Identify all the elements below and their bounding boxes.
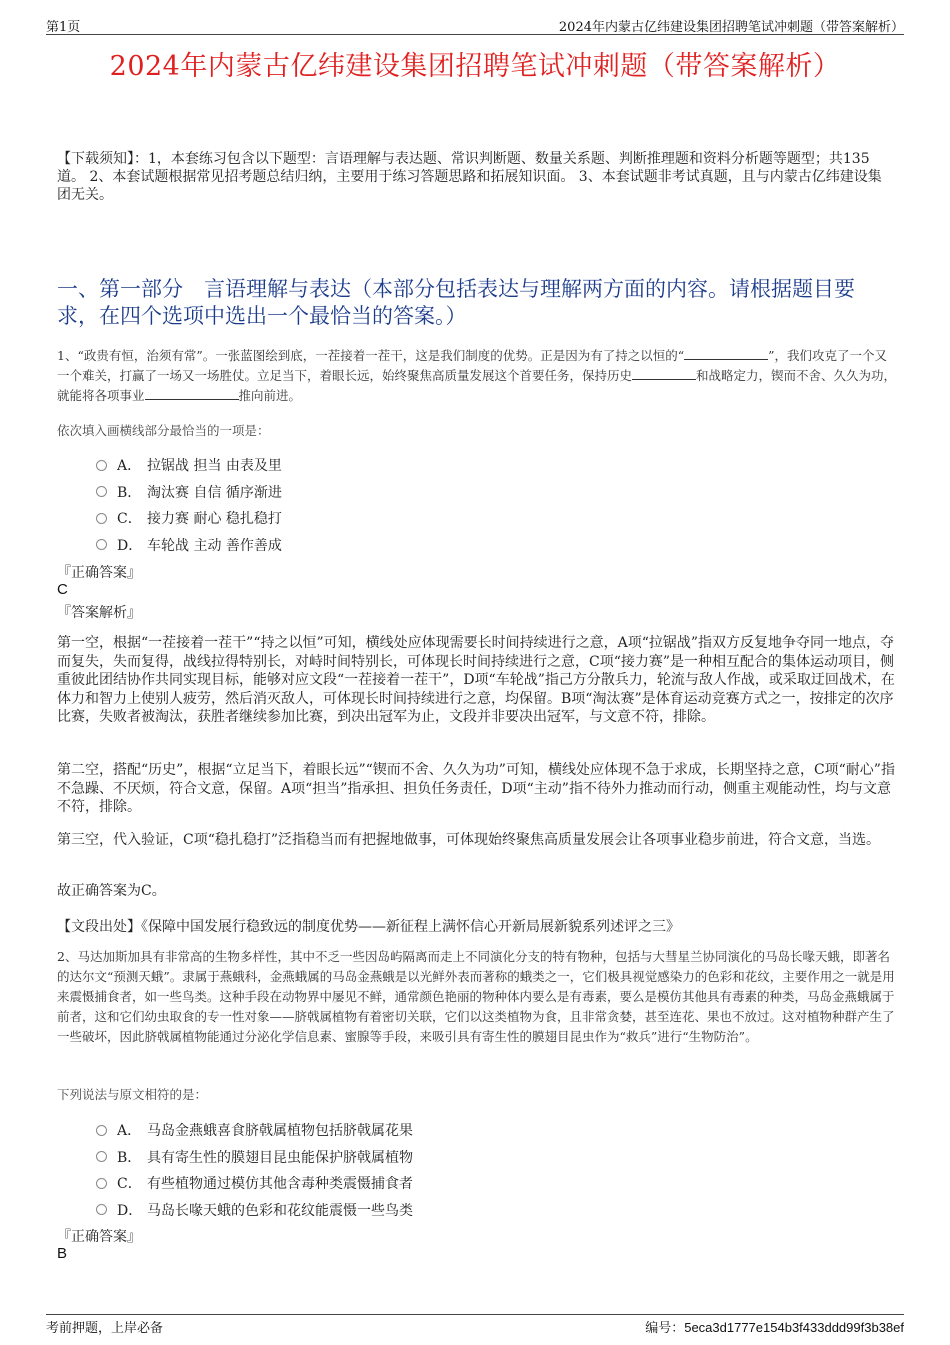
section-heading: 一、第一部分 言语理解与表达（本部分包括表达与理解两方面的内容。请根据题目要求，在四个选项中选出一个最恰当的答案。） <box>57 277 855 328</box>
q1-source: 【文段出处】《保障中国发展行稳致远的制度优势——新征程上满怀信心开新局展新貌系列述评之三》 <box>57 919 680 935</box>
option-text: 马岛长喙天蛾的色彩和花纹能震慑一些鸟类 <box>147 1202 413 1219</box>
q2-option-d[interactable] <box>96 1197 413 1224</box>
question-1-stem <box>57 346 899 406</box>
option-letter: B． <box>117 484 142 501</box>
option-text: 拉锯战 担当 由表及里 <box>147 458 282 475</box>
option-letter: C． <box>117 1176 142 1193</box>
option-text: 具有寄生性的膜翅目昆虫能保护脐戟属植物 <box>147 1149 413 1166</box>
option-letter: A． <box>117 458 142 475</box>
q1-analysis-paragraph: 第一空，根据“一茬接着一茬干”“持之以恒”可知，横线处应体现需要长时间持续进行之意，A项“拉锯战”指双方反复地争夺同一地点，夺而复失，失而复得，战线拉得特别长，对峙时间特别长，可体现长时间持续进行之意，C项“接力赛”是一种相互配合的集体运动项目，侧重彼此团结协作共同实现目标，能够对应文段“一茬接着一茬干”，D项“车轮战”指己方分散兵力，轮流与敌人作战，或采取迂回战术，在体力和智力上使别人疲劳，然后消灭敌人，可体现长时间持续进行之意，均保留。B项“淘汰赛”是体育运动竞赛方式之一，按排定的次序比赛，失败者被淘汰，获胜者继续参加比赛，到决出冠军为止，文段并非要决出冠军，与文意不符，排除。 <box>57 635 895 725</box>
q1-option-b[interactable] <box>96 479 282 506</box>
radio-icon[interactable] <box>96 1204 107 1215</box>
footer-code-value: 5eca3d1777e154b3f433ddd99f3b38ef <box>684 1320 904 1335</box>
radio-icon[interactable] <box>96 486 107 497</box>
footer-slogan: 考前押题，上岸必备 <box>46 1321 164 1336</box>
radio-icon[interactable] <box>96 1125 107 1136</box>
q1-analysis-label: 『答案解析』 <box>57 605 141 621</box>
option-letter: A． <box>117 1123 142 1140</box>
q1-analysis-paragraph: 第三空，代入验证，C项“稳扎稳打”泛指稳当而有把握地做事，可体现始终聚焦高质量发展会让各项事业稳步前进，符合文意，当选。 <box>57 832 881 848</box>
option-letter: B． <box>117 1149 142 1166</box>
q1-answer: C <box>57 581 68 598</box>
radio-icon[interactable] <box>96 513 107 524</box>
q1-blank-2 <box>632 366 696 380</box>
q1-analysis-paragraph: 第二空，搭配“历史”，根据“立足当下，着眼长远”“锲而不舍、久久为功”可知，横线处应体现不急于求成，长期坚持之意，C项“耐心”指不急躁、不厌烦，符合文意，保留。A项“担当”指承担、担负任务责任，D项“主动”指不待外力推动而行动，侧重主观能动性，均与文意不符，排除。 <box>57 762 895 815</box>
q2-answer-label: 『正确答案』 <box>57 1229 141 1245</box>
q1-answer-label: 『正确答案』 <box>57 565 141 581</box>
header-doc-title: 2024年内蒙古亿纬建设集团招聘笔试冲刺题（带答案解析） <box>558 20 904 35</box>
q1-stem-part-d: 推向前进。 <box>238 388 302 403</box>
q2-option-a[interactable] <box>96 1117 413 1144</box>
q1-stem-part-b: ”，我们攻克了一个又一个难关，打赢了一场又一场胜仗。立足当下，着眼长远，始终聚焦高质量发展这个首要任务，保持历史 <box>57 348 888 383</box>
q1-blank-3 <box>145 386 239 400</box>
page-header <box>46 14 904 35</box>
option-letter: D． <box>117 537 143 554</box>
option-letter: D． <box>117 1202 143 1219</box>
q1-blank-1 <box>684 346 768 360</box>
page-number: 第1页 <box>46 20 81 35</box>
radio-icon[interactable] <box>96 1151 107 1162</box>
question-2-stem: 2、马达加斯加具有非常高的生物多样性，其中不乏一些因岛屿隔离而走上不同演化分支的特有物种，包括与大彗星兰协同演化的马岛长喙天蛾，即著名的达尔文“预测天蛾”。隶属于燕蛾科，金燕蛾属的马岛金燕蛾是以光鲜外表而著称的蛾类之一，它们极具视觉感染力的色彩和花纹，主要作用之一就是用来震慑捕食者，如一些鸟类。这种手段在动物界中屡见不鲜，通常颜色艳丽的物种体内要么是有毒素，要么是模仿其他具有毒素的种类，马岛金燕蛾属于前者，这和它们幼虫取食的专一性对象——脐戟属植物有着密切关联，它们以这类植物为食，且非常贪婪，甚至连花、果也不放过。这对植物种群产生了一些破坏，因此脐戟属植物能通过分泌化学信息素、蜜腺等手段，来吸引具有寄生性的膜翅目昆虫作为“救兵”进行“生物防治”。 <box>57 949 895 1044</box>
radio-icon[interactable] <box>96 460 107 471</box>
page-footer <box>46 1314 904 1336</box>
option-text: 有些植物通过模仿其他含毒种类震慑捕食者 <box>147 1176 413 1193</box>
footer-code-label: 编号： <box>645 1321 685 1336</box>
option-text: 接力赛 耐心 稳扎稳打 <box>147 511 282 528</box>
radio-icon[interactable] <box>96 539 107 550</box>
q1-option-d[interactable] <box>96 532 282 559</box>
question-2-options <box>96 1117 413 1223</box>
q2-option-c[interactable] <box>96 1170 413 1197</box>
q1-option-c[interactable] <box>96 505 282 532</box>
document-title: 2024年内蒙古亿纬建设集团招聘笔试冲刺题（带答案解析） <box>109 51 841 82</box>
q1-option-a[interactable] <box>96 452 282 479</box>
footer-code <box>645 1317 904 1336</box>
question-1-prompt: 依次填入画横线部分最恰当的一项是： <box>57 423 270 438</box>
option-text: 车轮战 主动 善作善成 <box>147 537 282 554</box>
question-2-prompt: 下列说法与原文相符的是： <box>57 1087 208 1102</box>
q1-analysis-conclusion: 故正确答案为C。 <box>57 883 166 899</box>
q2-option-b[interactable] <box>96 1144 413 1171</box>
question-1-options <box>96 452 282 558</box>
q1-stem-part-c: 和战略定力，锲而不舍、久久为功，就能将各项事业 <box>57 368 897 403</box>
option-text: 马岛金燕蛾喜食脐戟属植物包括脐戟属花果 <box>147 1123 413 1140</box>
option-letter: C． <box>117 511 142 528</box>
q1-stem-part-a: 1、“政贵有恒，治须有常”。一张蓝图绘到底，一茬接着一茬干，这是我们制度的优势。正是因为有了持之以恒的“ <box>57 348 685 363</box>
q2-answer: B <box>57 1245 68 1262</box>
download-notice: 【下载须知】：1，本套练习包含以下题型：言语理解与表达题、常识判断题、数量关系题、判断推理题和资料分析题等题型；共135道。 2、本套试题根据常见招考题总结归纳，主要用于练习答题思路和拓展知识面。 3、本套试题非考试真题，且与内蒙古亿纬建设集团无关。 <box>57 151 882 203</box>
option-text: 淘汰赛 自信 循序渐进 <box>147 484 282 501</box>
radio-icon[interactable] <box>96 1178 107 1189</box>
